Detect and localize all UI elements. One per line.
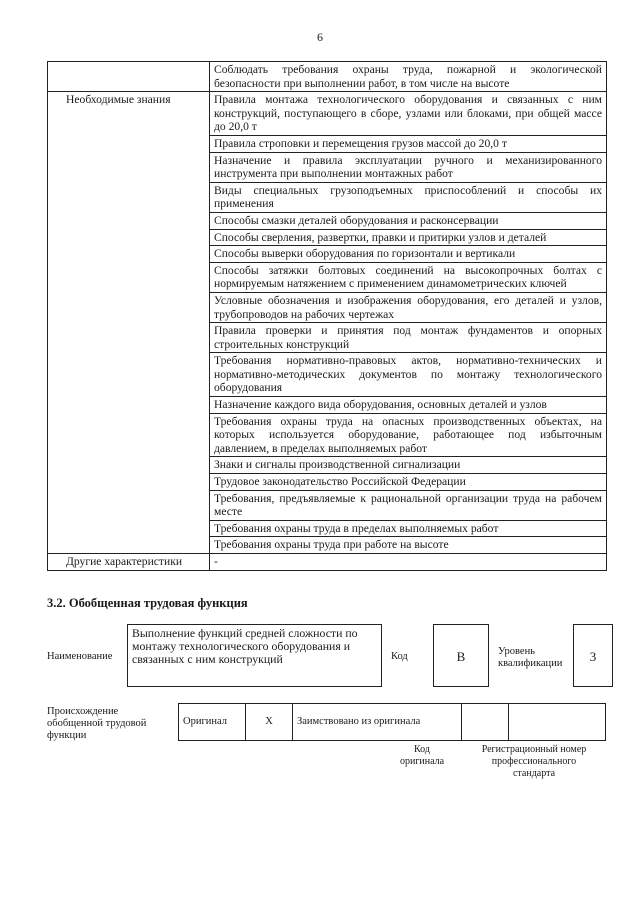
row-text: Трудовое законодательство Российской Федерации (210, 474, 607, 491)
row-text: Виды специальных грузоподъемных приспособлений и способы их применения (210, 182, 607, 212)
row-text: Способы затяжки болтовых соединений на высокопрочных болтах с нормируемым натяжением с применением динамометрических ключей (210, 262, 607, 292)
origin-table (178, 703, 606, 741)
row-text: Правила строповки и перемещения грузов массой до 20,0 т (210, 135, 607, 152)
row-text: Способы выверки оборудования по горизонтали и вертикали (210, 246, 607, 263)
code-value-box: B (433, 624, 489, 687)
reg-number-caption: Регистрационный номер профессионального стандарта (481, 744, 587, 779)
page-number: 6 (317, 30, 323, 44)
table-row (48, 554, 607, 571)
knowledge-table-body (48, 62, 607, 571)
row-label: Другие характеристики (48, 554, 210, 571)
row-text: Способы смазки деталей оборудования и расконсервации (210, 212, 607, 229)
row-text: Правила проверки и принятия под монтаж фундаментов и опорных строительных конструкций (210, 323, 607, 353)
origin-label: Происхождение обобщенной трудовой функции (47, 706, 147, 741)
name-label: Наименование (47, 651, 113, 662)
row-text: - (210, 554, 607, 571)
reg-number-cell (509, 704, 606, 741)
row-text: Способы сверления, развертки, правки и притирки узлов и деталей (210, 229, 607, 246)
knowledge-table (47, 61, 607, 571)
row-text: Требования охраны труда на опасных производственных объектах, на которых используется оборудование, работающее под избыточным давлением, в пределах выполняемых работ (210, 413, 607, 457)
code-label: Код (391, 651, 408, 662)
row-text: Требования нормативно-правовых актов, нормативно-технических и нормативно-методических документов по монтажу технологического оборудования (210, 353, 607, 397)
row-text: Назначение и правила эксплуатации ручного и механизированного инструмента при выполнении монтажных работ (210, 152, 607, 182)
row-text: Требования охраны труда при работе на высоте (210, 537, 607, 554)
original-mark: X (246, 704, 293, 741)
row-text: Назначение каждого вида оборудования, основных деталей и узлов (210, 397, 607, 414)
code-original-cell (462, 704, 509, 741)
row-text: Требования охраны труда в пределах выполняемых работ (210, 520, 607, 537)
original-label: Оригинал (179, 704, 246, 741)
level-value-box: 3 (573, 624, 613, 687)
row-label (48, 62, 210, 92)
function-name-box: Выполнение функций средней сложности по монтажу технологического оборудования и связанных с ним конструкций (127, 624, 382, 687)
table-row (48, 62, 607, 92)
borrowed-label: Заимствовано из оригинала (293, 704, 462, 741)
code-original-caption: Код оригинала (399, 744, 445, 767)
row-text: Требования, предъявляемые к рациональной организации труда на рабочем месте (210, 490, 607, 520)
row-text: Соблюдать требования охраны труда, пожарной и экологической безопасности при выполнении работ, в том числе на высоте (210, 62, 607, 92)
row-text: Правила монтажа технологического оборудования и связанных с ним конструкций, поступающего в сборе, узлами или блоками, при общей массе до 20,0 т (210, 92, 607, 136)
row-text: Знаки и сигналы производственной сигнализации (210, 457, 607, 474)
level-label: Уровень квалификации (498, 646, 563, 669)
row-text: Условные обозначения и изображения оборудования, его деталей и узлов, трубопроводов на рабочих чертежах (210, 292, 607, 322)
table-row (48, 92, 607, 136)
section-title: 3.2. Обобщенная трудовая функция (47, 596, 248, 610)
row-label: Необходимые знания (48, 92, 210, 554)
